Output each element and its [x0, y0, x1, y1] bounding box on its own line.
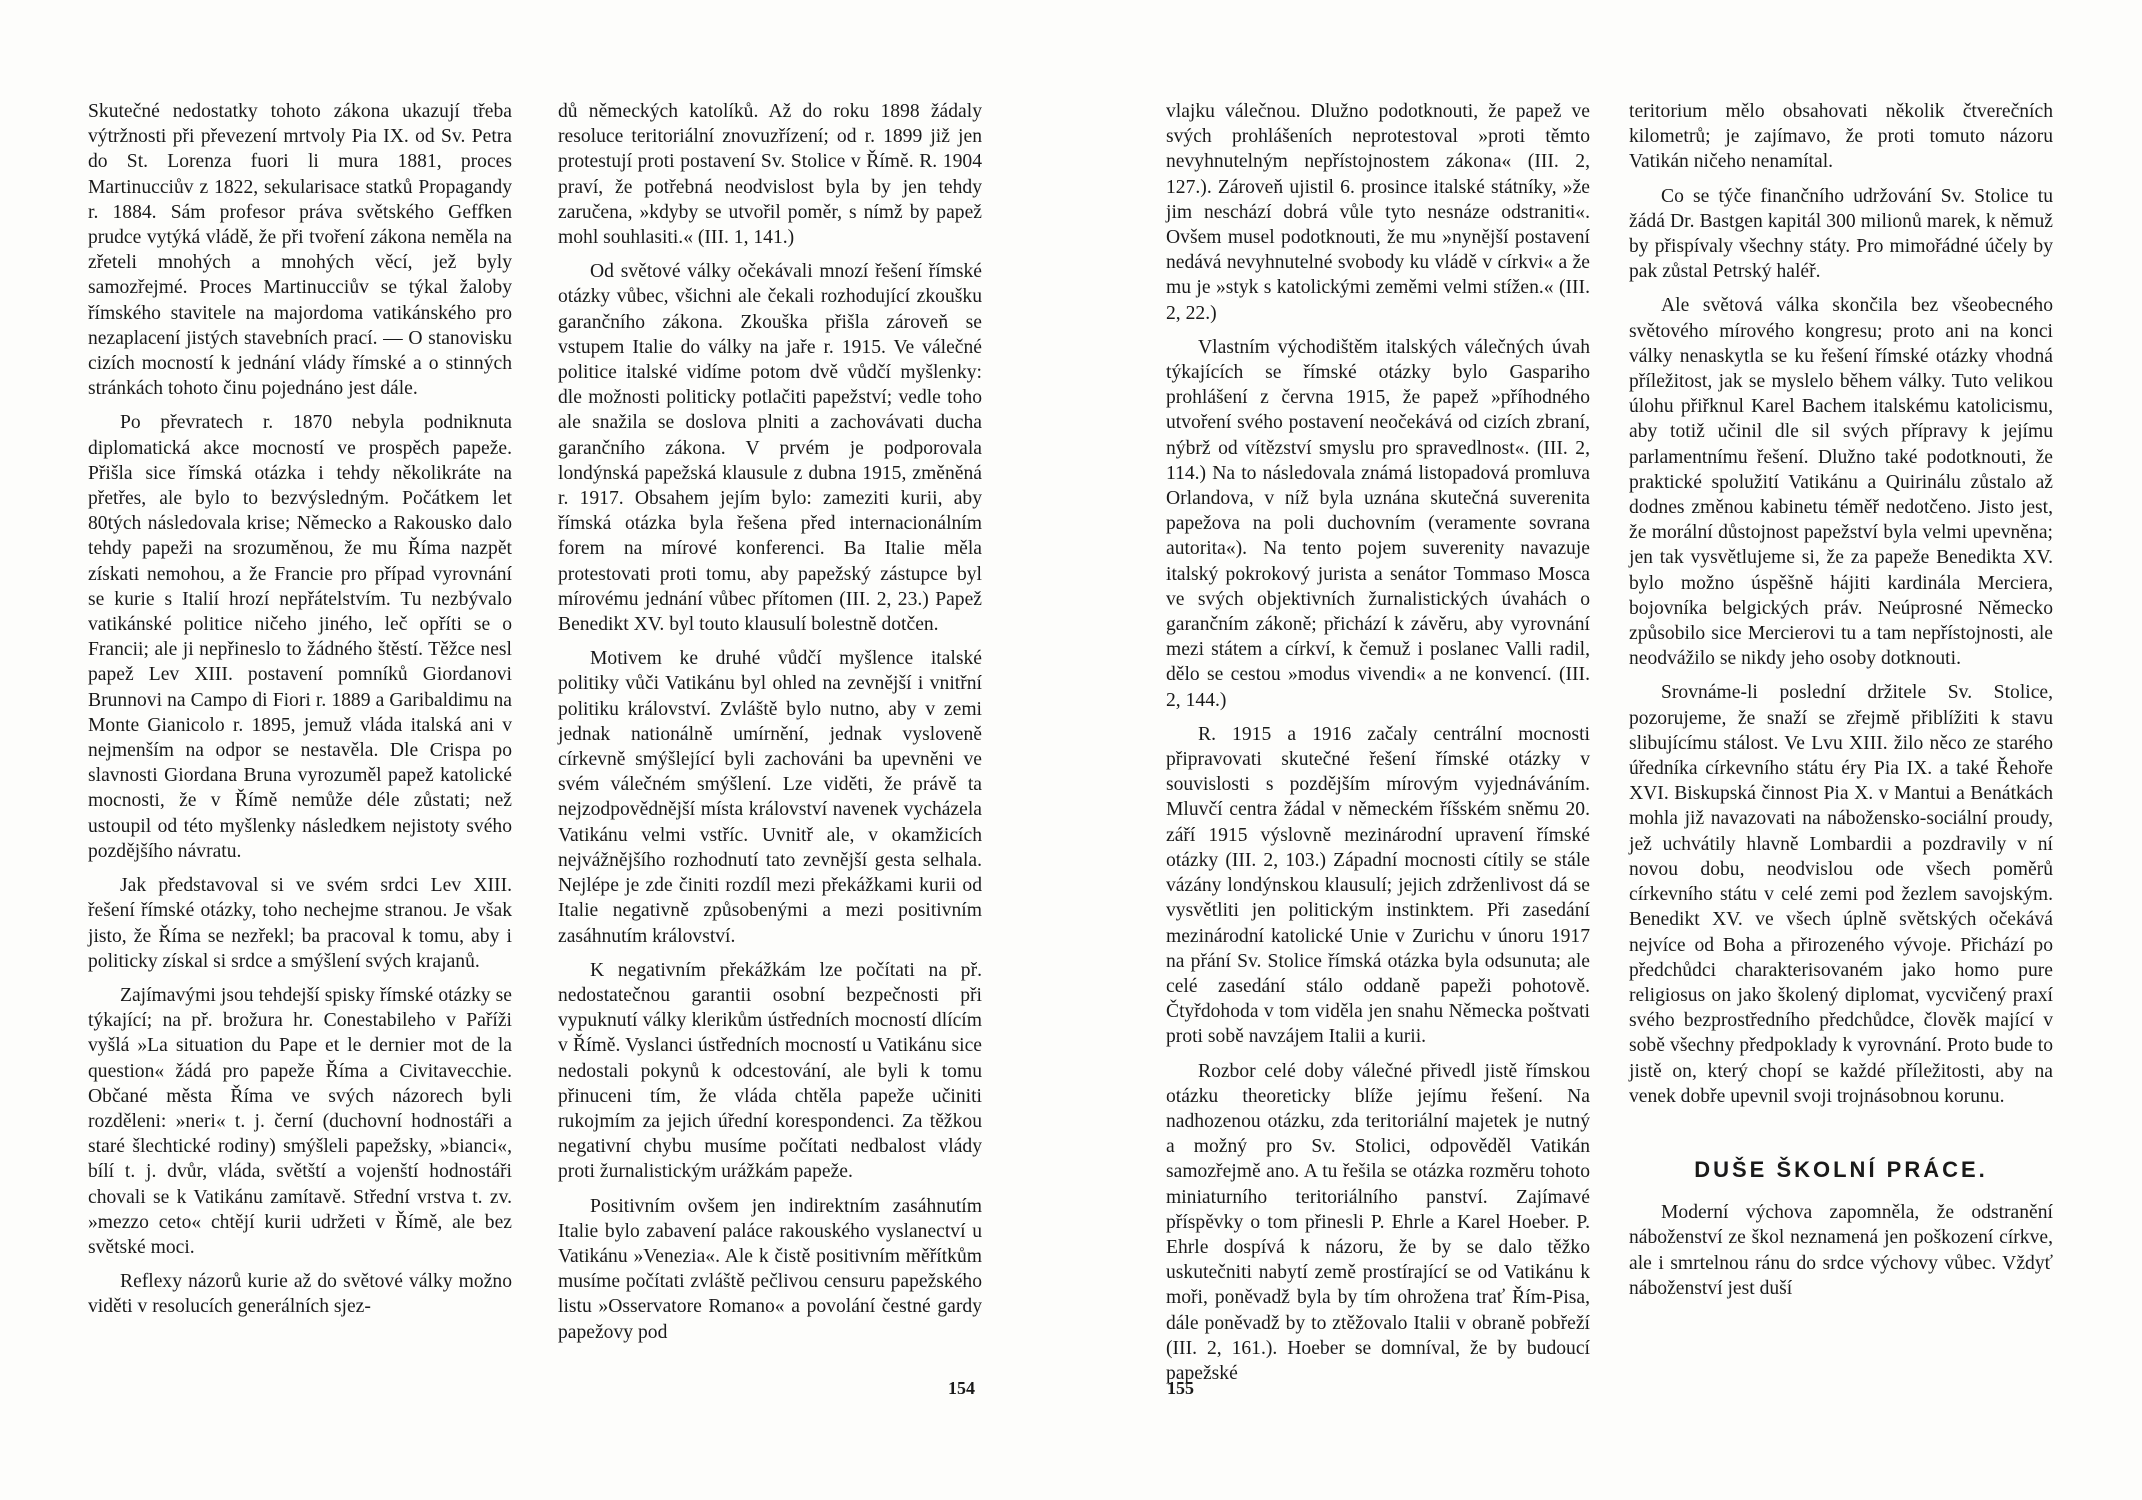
paragraph: Positivním ovšem jen indirektním zasáhnutím Italie bylo zabavení paláce rakouského vyslanectví u Vatikánu »Venezia«. Ale k čistě positivním měřítkům musíme počítati zvláště pečlivou censuru papežského listu »Osservatore Romano« a povolání čestné gardy papežovy pod: [558, 1195, 982, 1343]
left-page-column-1: [88, 99, 512, 1329]
paragraph: Reflexy názorů kurie až do světové války možno viděti v resolucích generálních sjez-: [88, 1271, 512, 1318]
right-page-column-1: [1166, 99, 1590, 1395]
paragraph: Po převratech r. 1870 nebyla podniknuta diplomatická akce mocností ve prospěch papeže. Přišla sice římská otázka i tehdy několikráte na přetřes, ale bylo to bezvýsledným. Počátkem let 80tých následovala krise; Německo a Rakousko dalo tehdy papeži na srozuměnou, že mu Říma nazpět získati nemohou, a že Francie pro případ vyrovnání se kurie s Italií hrozí nepřátelstvím. Tu nezbývalo vatikánské politice ničeho jiného, leč opříti se o Francii; ale ji nepřineslo to žádného štěstí. Těžce nesl papež Lev XIII. postavení pomníků Giordanovi Brunnovi na Campo di Fiori r. 1889 a Garibaldimu na Monte Gianicolo r. 1895, jemuž vláda italská ani v nejmenším na odpor se nestavěla. Dle Crispa po slavnosti Giordana Bruna vyrozuměl papež katolické mocnosti, že v Římě nemůže déle zůstati; než ustoupil od této myšlenky následkem nejistoty svého pozdějšího návratu.: [88, 412, 512, 862]
paragraph: Zajímavými jsou tehdejší spisky římské otázky se týkající; na př. brožura hr. Conestabileho v Paříži vyšlá »La situation du Pape et le dernier mot de la question« žádá pro papeže Říma a Civitavecchie. Občané města Říma ve svých názorech byli rozděleni: »neri« t. j. černí (duchovní hodnostáři a staré šlechtické rodiny) smýšleli papežsky, »bianci«, bílí t. j. dvůr, vláda, světští a vojenští hodnostáři chovali se k Vatikánu zamítavě. Střední vrstva t. zv. »mezzo ceto« chtějí kurii udržeti v Římě, ale bez světské moci.: [88, 984, 512, 1258]
left-page-column-2: [558, 99, 982, 1354]
paragraph: Rozbor celé doby válečné přivedl jistě římskou otázku theoreticky blíže jejímu řešení. Na nadhozenou otázku, zda teritoriální majetek je nutný a možný pro Sv. Stolici, odpověděl Vatikán samozřejmě ano. A tu řešila se otázka rozměru tohoto miniaturního teritoriálního panství. Zajímavé příspěvky o tom přinesli P. Ehrle a Karel Hoeber. P. Ehrle dospívá k názoru, že by se dalo těžko uskutečniti nabytí země prostírající se od Vatikánu k moři, poněvadž byla by tím ohrožena trať Řím-Pisa, dále poněvadž by to ztěžovalo Italii v obraně pobřeží (III. 2, 161.). Hoeber se domníval, že by budoucí papežské: [1166, 1060, 1590, 1384]
paragraph: Vlastním východištěm italských válečných úvah týkajících se římské otázky bylo Gaspariho prohlášení z června 1915, že papež »příhodného utvoření svého postavení neočekává od cizích zbraní, nýbrž od vítězství smyslu pro spravedlnost«. (III. 2, 114.) Na to následovala známá listopadová promluva Orlandova, v níž byla uznána skutečná suverenita papežova na poli duchovním (veramente sovrana autorita«). Na tento pojem suverenity navazuje italský pokrokový jurista a senátor Tommaso Mosca ve svých objektivních žurnalistických úvahách o garančním zákoně; přichází k závěru, aby vyrovnání mezi státem a církví, k čemuž i poslanec Valli radil, dělo se cestou »modus vivendi« a ne konvencí. (III. 2, 144.): [1166, 336, 1590, 711]
paragraph: Ale světová válka skončila bez všeobecného světového mírového kongresu; proto ani na konci války nenaskytla se ku řešení římské otázky vhodná příležitost, jak se myslelo během války. Tuto velikou úlohu přiřknul Karel Bachem italskému katolicismu, aby totiž učinil dle sil svých přípravy k jejímu parlamentnímu řešení. Dlužno také podotknouti, že praktické spolužití Vatikánu a Quirinálu zůstalo až dodnes změnou kabinetu téměř nedotčeno. Jisto jest, že morální důstojnost papežství byla velmi upevněna; jen tak vysvětlujeme si, že za papeže Benedikta XV. bylo možno úspěšně hájiti kardinála Merciera, bojovníka belgických práv. Neúprosné Německo způsobilo sice Mercierovi tu a tam nepřístojnosti, ale neodvážilo se nikdy jeho osoby dotknouti.: [1629, 295, 2053, 670]
paragraph: Motivem ke druhé vůdčí myšlence italské politiky vůči Vatikánu byl ohled na zevnější i vnitřní politiku království. Zvláště bylo nutno, aby v zemi jednak nationálně umírnění, jednak vysloveně církevně smýšlející byli zachováni ba upevněni ve svém válečném smýšlení. Lze viděti, že právě ta nejzodpovědnější místa království navenek vycházela Vatikánu velmi vstříc. Uvnitř ale, v okamžicích nejvážnějšího rozhodnutí tato zevnější gesta selhala. Nejlépe je zde činiti rozdíl mezi překážkami kurii od Italie negativně způsobenými a mezi positivním zasáhnutím království.: [558, 648, 982, 947]
paragraph: teritorium mělo obsahovati několik čtverečních kilometrů; je zajímavo, že proti tomuto názoru Vatikán ničeho nenamítal.: [1629, 101, 2053, 173]
paragraph: Srovnáme-li poslední držitele Sv. Stolice, pozorujeme, že snaží se zřejmě přiblížiti k stavu slibujícímu stálost. Ve Lvu XIII. žilo něco ze starého úředníka církevního státu éry Pia IX. a také Řehoře XVI. Biskupská činnost Pia X. v Mantui a Benátkách mohla již navazovati na nábožensko-sociální proudy, jež uchvátily hlavně Lombardii a pozdravily v ní novou dobu, neodvislou ode všech poměrů církevního státu v celé zemi pod žezlem savojským. Benedikt XV. ve všech úplně světských očekává nejvíce od Boha a přirozeného vývoje. Přichází po předchůdci charakterisovaném jako homo pure religiosus on jako školený diplomat, vycvičený praxí svého bezprostředního předchůdce, člověk mající v sobě všechny předpoklady k vyrovnání. Proto bude to jistě on, který chopí se každé příležitosti, aby na venek dobře upevnil svoji trojnásobnou korunu.: [1629, 682, 2053, 1107]
paragraph: Skutečné nedostatky tohoto zákona ukazují třeba výtržnosti při převezení mrtvoly Pia IX. od Sv. Petra do St. Lorenza fuori li mura 1881, proces Martinucciův z 1822, sekularisace statků Propagandy r. 1884. Sám profesor práva světského Geffken prudce vytýká vládě, že při tvoření zákona neměla na zřeteli mnohých a mnohých věcí, jež byly samozřejmé. Proces Martinucciův se týkal žaloby římského stavitele na majordoma vatikánského pro nezaplacení jistých stavebních prací. — O stanovisku cizích mocností k jednání vlády římské a o stinných stránkách tohoto činu pojednáno jest dále.: [88, 101, 512, 400]
paragraph: dů německých katolíků. Až do roku 1898 žádaly resoluce teritoriální znovuzřízení; od r. 1899 již jen protestují proti postavení Sv. Stolice v Římě. R. 1904 praví, že potřebná neodvislost byla by jen tehdy zaručena, »kdyby se utvořil poměr, s nímž by papež mohl souhlasiti.« (III. 1, 141.): [558, 101, 982, 249]
right-page-column-2: [1629, 99, 2053, 1310]
paragraph: Co se týče finančního udržování Sv. Stolice tu žádá Dr. Bastgen kapitál 300 milionů marek, k němuž by přispívaly všechny státy. Pro mimořádné účely by pak zůstal Petrský haléř.: [1629, 185, 2053, 283]
right-page: [1071, 0, 2142, 1500]
page-number: 154: [948, 1378, 975, 1398]
page-number: 155: [1167, 1378, 1194, 1398]
paragraph: Od světové války očekávali mnozí řešení římské otázky vůbec, všichni ale čekali rozhodující zkoušku garančního zákona. Zkouška přišla zároveň se vstupem Italie do války na jaře r. 1915. Ve válečné politice italské vidíme potom dvě vůdčí myšlenky: dle možnosti politicky potlačiti papežství; vedle toho ale snažila se doslova plniti a zachovávati ducha garančního zákona. V prvém je podporovala londýnská papežská klausule z dubna 1915, změněná r. 1917. Obsahem jejím bylo: zameziti kurii, aby římská otázka byla řešena před internacionálním forem na mírové konferenci. Ba Italie měla protestovati proti tomu, aby papežský zástupce byl mírovému jednání vůbec přítomen (III. 2, 23.) Papež Benedikt XV. byl touto klausulí bolestně dotčen.: [558, 261, 982, 636]
paragraph: Jak představoval si ve svém srdci Lev XIII. řešení římské otázky, toho nechejme stranou. Je však jisto, že Říma se nezřekl; ba pracoval k tomu, aby i politicky získal si srdce a smýšlení svých krajanů.: [88, 875, 512, 972]
paragraph: vlajku válečnou. Dlužno podotknouti, že papež ve svých prohlášeních neprotestoval »proti těmto nevyhnutelným nepřístojnostem zákona« (III. 2, 127.). Zároveň ujistil 6. prosince italské státníky, »že jim neschází dobrá vůle tyto nesnáze odstraniti«. Ovšem musel podotknouti, že mu »nynější postavení nedává nevyhnutelné svobody ku vládě v církvi« a že mu je »styk s katolickými zeměmi velmi stížen.« (III. 2, 22.): [1166, 101, 1590, 324]
paragraph: Moderní výchova zapomněla, že odstranění náboženství ze škol neznamená jen poškození církve, ale i smrtelnou ránu do srdce výchovy vůbec. Vždyť náboženství jest duší: [1629, 1202, 2053, 1299]
section-title: DUŠE ŠKOLNÍ PRÁCE.: [1694, 1156, 1988, 1182]
paragraph: K negativním překážkám lze počítati na př. nedostatečnou garantii osobní bezpečnosti při vypuknutí války klerikům ústředních mocností dlícím v Římě. Vyslanci ústředních mocností u Vatikánu sice nedostali pokynů k odcestování, ale byli k tomu přinuceni tím, že vláda chtěla papeže učiniti rukojmím za jejich úřední korespondenci. Za těžkou negativní chybu musíme počítati nedbalost vlády proti žurnalistickým urážkám papeže.: [558, 959, 982, 1183]
paragraph: R. 1915 a 1916 začaly centrální mocnosti připravovati skutečné řešení římské otázky v souvislosti s pozdějším mírovým vyjednáváním. Mluvčí centra žádal v německém říšském sněmu 20. září 1915 výslovně mezinárodní upravení římské otázky (III. 2, 103.) Západní mocnosti cítily se stále vázány londýnskou klausulí; jejich zdrženlivost dá se vysvětliti jen politickým instinktem. Při zasedání mezinárodní katolické Unie v Zurichu v únoru 1917 na přání Sv. Stolice římská otázka byla odsunuta; ale celé zasedání stálo oddaně papeži pohotově. Čtyřdohoda v tom viděla jen snahu Německa poštvati proti sobě navzájem Italii a kurii.: [1166, 723, 1590, 1048]
